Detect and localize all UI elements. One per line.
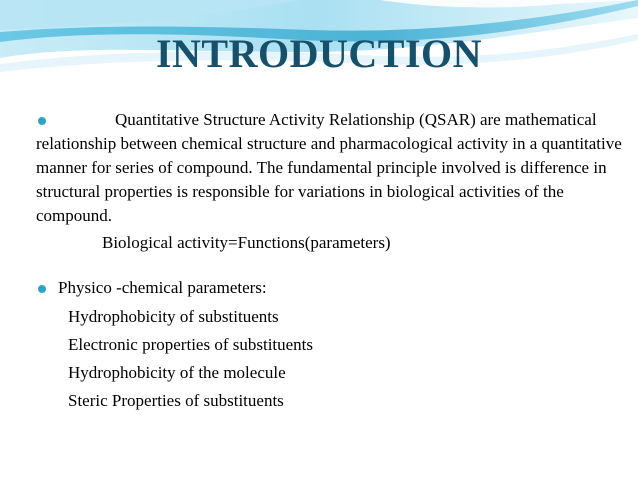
sub-item-hydrophobicity-molecule: Hydrophobicity of the molecule <box>68 363 286 382</box>
bullet-dot-icon <box>38 285 46 293</box>
sub-item-hydrophobicity-substituents: Hydrophobicity of substituents <box>68 307 279 326</box>
sub-item-steric-properties: Steric Properties of substituents <box>68 391 284 410</box>
bullet-qsar-definition <box>36 108 626 228</box>
bullet-physico-chemical <box>36 276 626 300</box>
slide-title: INTRODUCTION <box>155 31 483 76</box>
bullet-qsar-text: Quantitative Structure Activity Relationship (QSAR) are mathematical relationship between chemical structure and pharmacological activity in a quantitative manner for series of compound. The fundamental principle involved is difference in structural properties is responsible for variations in biological activities of the compound. <box>36 110 622 225</box>
bullet-physico-chemical-text: Physico -chemical parameters: <box>58 278 267 297</box>
slide-content <box>36 108 626 412</box>
sub-item-electronic-properties: Electronic properties of substituents <box>68 335 314 354</box>
bullet-dot-icon <box>38 117 46 125</box>
activity-formula: Biological activity=Functions(parameters) <box>102 233 391 252</box>
